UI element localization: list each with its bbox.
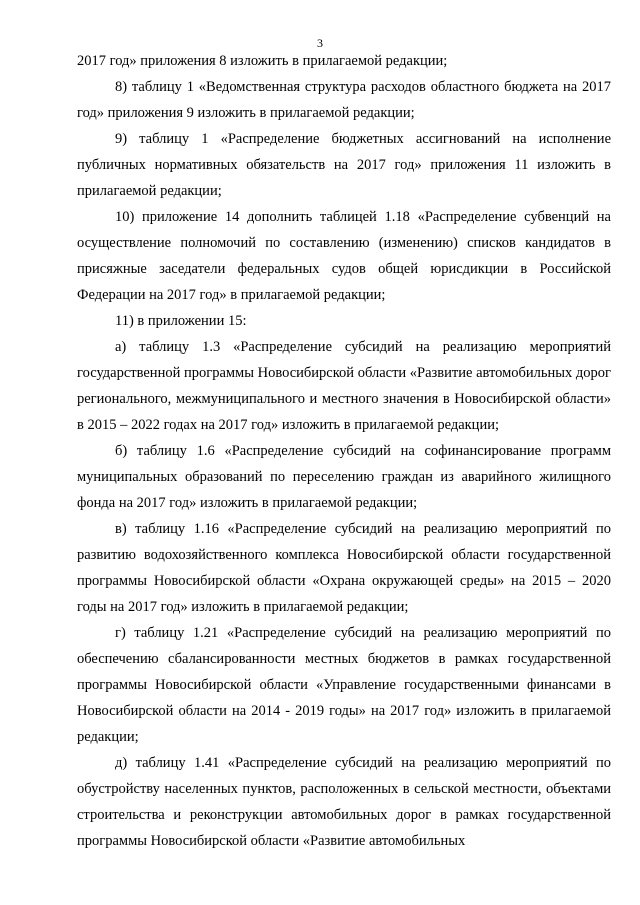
paragraph-item-9: 9) таблицу 1 «Распределение бюджетных ассигнований на исполнение публичных нормативных обязательств на 2017 год» приложения 11 изложить в прилагаемой редакции; [77,131,611,199]
page-number: 3 [317,36,323,50]
paragraph-item-10: 10) приложение 14 дополнить таблицей 1.18 «Распределение субвенций на осуществление полномочий по составлению (изменению) списков кандидатов в присяжные заседатели федеральных судов общей юрисдикции в Российской Федерации на 2017 год» в прилагаемой редакции; [77,209,611,303]
paragraph-subitem-d: д) таблицу 1.41 «Распределение субсидий на реализацию мероприятий по обустройству населенных пунктов, расположенных в сельской местности, объектами строительства и реконструкции автомобильных дорог в рамках государственной программы Новосибирской области «Развитие автомобильных [77,755,611,849]
paragraph-subitem-a: а) таблицу 1.3 «Распределение субсидий на реализацию мероприятий государственной программы Новосибирской области «Развитие автомобильных дорог регионального, межмуниципального и местного значения в Новосибирской области» в 2015 – 2022 годах на 2017 год» изложить в прилагаемой редакции; [77,339,611,433]
paragraph-subitem-b: б) таблицу 1.6 «Распределение субсидий на софинансирование программ муниципальных образований по переселению граждан из аварийного жилищного фонда на 2017 год» изложить в прилагаемой редакции; [77,443,611,511]
paragraph-subitem-g: г) таблицу 1.21 «Распределение субсидий на реализацию мероприятий по обеспечению сбалансированности местных бюджетов в рамках государственной программы Новосибирской области «Управление государственными финансами в Новосибирской области на 2014 - 2019 годы» на 2017 год» изложить в прилагаемой редакции; [77,625,611,745]
paragraph-subitem-v: в) таблицу 1.16 «Распределение субсидий на реализацию мероприятий по развитию водохозяйственного комплекса Новосибирской области государственной программы Новосибирской области «Охрана окружающей среды» на 2015 – 2020 годы на 2017 год» изложить в прилагаемой редакции; [77,521,611,615]
paragraph-item-8: 8) таблицу 1 «Ведомственная структура расходов областного бюджета на 2017 год» приложения 9 изложить в прилагаемой редакции; [77,79,611,121]
document-body [77,48,611,854]
paragraph-item-11: 11) в приложении 15: [115,313,247,329]
paragraph-continuation: 2017 год» приложения 8 изложить в прилагаемой редакции; [77,53,448,69]
